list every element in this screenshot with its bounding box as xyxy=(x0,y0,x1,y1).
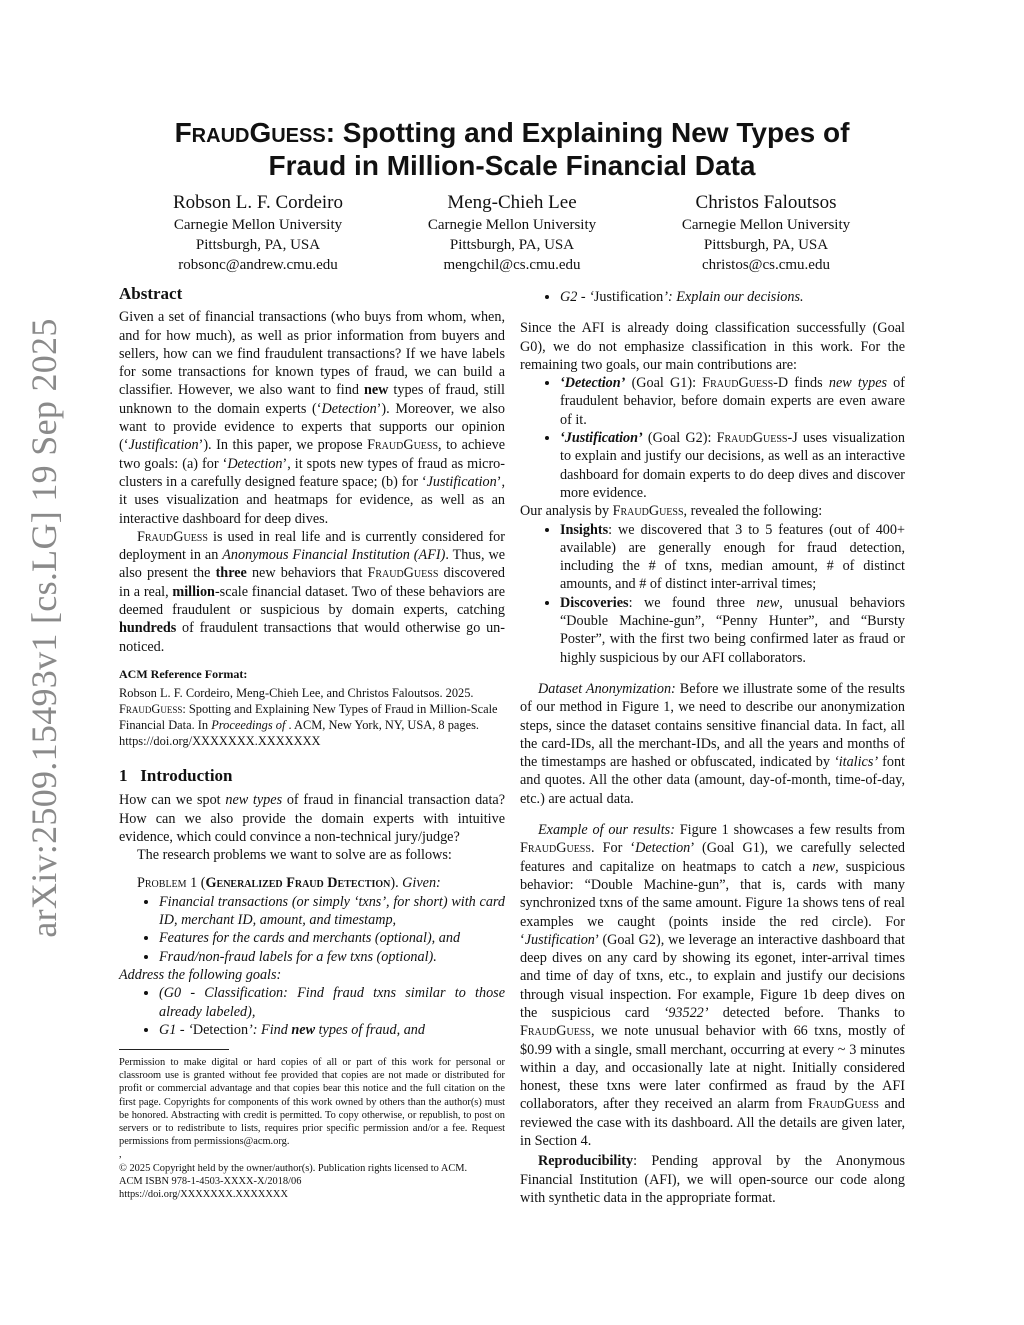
contributions-list xyxy=(520,374,905,502)
contributions-intro: Since the AFI is already doing classification successfully (Goal G0), we do not emphasize classification in this work. For the remaining two goals, our main contributions are: xyxy=(520,320,905,373)
author-email: christos@cs.cmu.edu xyxy=(702,257,830,273)
author-location: Pittsburgh, PA, USA xyxy=(703,237,829,253)
intro-paragraph-2: The research problems we want to solve are as follows: xyxy=(137,847,452,864)
list-item: • ‘Detection’ (Goal G1): FraudGuess-D finds new types of fraudulent behavior, before domain experts are even aware of it. xyxy=(560,374,905,429)
list-item: • (G0 - Classification: Find fraud txns similar to those already labeled), xyxy=(159,984,505,1021)
list-item: • Financial transactions (or simply ‘txns’, for short) with card ID, merchant ID, amount, and timestamp, xyxy=(159,893,505,930)
intro-paragraph-1: How can we spot new types of fraud in financial transaction data? How can we also provide the domain experts with intuitive evidence, which could convince a non-technical jury/judge? xyxy=(119,792,506,845)
left-column xyxy=(119,285,505,1039)
author-name: Christos Faloutsos xyxy=(695,192,837,213)
acm-reference-text: Robson L. F. Cordeiro, Meng-Chieh Lee, and Christos Faloutsos. 2025. FraudGuess: Spotting and Explaining New Types of Fraud in Million-Scale Financial Data. In Proceedings of . ACM, New York, NY, USA, 8 pages. https://doi.org/XXXXXXX.XXXXXXX xyxy=(119,685,498,748)
author-location: Pittsburgh, PA, USA xyxy=(449,237,575,253)
title-line2: Fraud in Million-Scale Financial Data xyxy=(268,150,756,181)
findings-list xyxy=(520,521,905,667)
author-block xyxy=(0,192,1024,272)
author-name: Meng-Chieh Lee xyxy=(447,192,577,213)
acm-reference xyxy=(119,666,505,749)
author-affiliation: Carnegie Mellon University xyxy=(681,217,851,233)
list-item: • G1 - ‘Detection’: Find new types of fraud, and xyxy=(159,1021,505,1039)
list-item: • Fraud/non-fraud labels for a few txns (optional). xyxy=(159,948,505,966)
analysis-intro: Our analysis by FraudGuess, revealed the following: xyxy=(520,503,823,520)
list-item: • Features for the cards and merchants (optional), and xyxy=(159,929,505,947)
author-3 xyxy=(636,192,896,275)
paper-title xyxy=(0,116,1024,182)
abstract-paragraph-2: FraudGuess is used in real life and is currently considered for deployment in an Anonymous Financial Institution (AFI). Thus, we also present the three new behaviors that FraudGuess discovered in a real, million-scale financial dataset. Two of these behaviors are deemed fraudulent or suspicious by domain experts, catching hundreds of fraudulent transactions that would otherwise go un-noticed. xyxy=(119,528,505,655)
address-goals: Address the following goals: xyxy=(119,966,282,983)
problem-statement: Problem 1 (Generalized Fraud Detection). Given: xyxy=(137,875,441,892)
footnote-divider xyxy=(119,1049,229,1050)
given-list xyxy=(119,893,505,966)
arxiv-identifier: arXiv:2509.15493v1 [cs.LG] 19 Sep 2025 xyxy=(24,318,64,938)
list-item: • Discoveries: we found three new, unusual behaviors “Double Machine-gun”, “Penny Hunter”, and “Bursty Poster”, with the first two being confirmed later as fraud or highly suspicious by our AFI collaborators. xyxy=(560,594,905,667)
author-1 xyxy=(128,192,388,275)
list-item: • G2 - ‘Justification’: Explain our decisions. xyxy=(560,288,905,306)
author-2 xyxy=(382,192,642,275)
isbn-line: ACM ISBN 978-1-4503-XXXX-X/2018/06 xyxy=(119,1175,302,1187)
permission-notice: Permission to make digital or hard copies of all or part of this work for personal or classroom use is granted without fee provided that copies are not made or distributed for profit or commercial advantage and that copies bear this notice and the full citation on the first page. Copyrights for components of this work owned by others than the author(s) must be honored. Abstracting with credit is permitted. To copy otherwise, or republish, to post on servers or to redistribute to lists, requires prior specific permission and/or a fee. Request permissions from permissions@acm.org. xyxy=(119,1057,505,1148)
author-affiliation: Carnegie Mellon University xyxy=(427,217,597,233)
author-email: robsonc@andrew.cmu.edu xyxy=(178,257,338,273)
introduction-heading: 1 Introduction xyxy=(119,765,233,785)
right-column xyxy=(520,288,905,1207)
acm-reference-heading: ACM Reference Format: xyxy=(119,666,248,681)
author-affiliation: Carnegie Mellon University xyxy=(173,217,343,233)
system-name: FraudGuess xyxy=(174,117,326,148)
title-line1: : Spotting and Explaining New Types of xyxy=(325,117,850,148)
author-name: Robson L. F. Cordeiro xyxy=(172,192,343,213)
copyright-line: © 2025 Copyright held by the owner/author(s). Publication rights licensed to ACM. xyxy=(119,1162,468,1174)
list-item: • ‘Justification’ (Goal G2): FraudGuess-J uses visualization to explain and justify our decisions, as well as an interactive dashboard for domain experts to do deep dives and discover more evidence. xyxy=(560,429,905,502)
footnote-separator: , xyxy=(119,1149,122,1161)
dataset-anonymization-paragraph: Dataset Anonymization: Before we illustrate some of the results of our method in Figure 1, we need to describe our anonymization steps, since the dataset contains sensitive financial data. In fact, all the card-IDs, all the merchant-IDs, and all the years and months of the timestamps are hashed or obfuscated, indicated by ‘italics’ font and quotes. All the other data (amount, day-of-month, time-of-day, etc.) are actual data. xyxy=(520,680,905,807)
abstract-paragraph-1: Given a set of financial transactions (who buys from whom, when, and for how much), as well as prior information from buyers and sellers, how can we find fraudulent transactions? If we have labels for some transactions for known types of fraud, we can build a classifier. However, we also want to find new types of fraud, still unknown to the domain experts (‘Detection’). Moreover, we also want to provide evidence to experts that supports our opinion (‘Justification’). In this paper, we propose FraudGuess, to achieve two goals: (a) for ‘Detection’, it spots new types of fraud as micro-clusters in a carefully designed feature space; (b) for ‘Justification’, it uses visualization and heatmaps for evidence, as well as an interactive dashboard for deep dives. xyxy=(119,309,506,527)
list-item: • Insights: we discovered that 3 to 5 features (out of 400+ available) are generally enough for fraud detection, including the # of txns, median amount, # of distinct amounts, and # of distinct inter-arrival times; xyxy=(560,521,905,594)
author-location: Pittsburgh, PA, USA xyxy=(195,237,321,253)
goal-list-continued xyxy=(520,288,905,306)
reproducibility-paragraph: Reproducibility: Pending approval by the Anonymous Financial Institution (AFI), we will open-source our code along with synthetic data in the appropriate format. xyxy=(520,1153,905,1206)
example-results-paragraph: Example of our results: Figure 1 showcases a few results from FraudGuess. For ‘Detection’ (Goal G1), we carefully selected features and capitalize on heatmaps to catch a new, suspicious behavior: “Double Machine-gun”, that is, cards with many synchronized txns of the same amount. Figure 1a shows tens of real examples we caught (points inside the red circle). For ‘Justification’ (Goal G2), we leverage an interactive dashboard that deep dives on any card by showing its egonet, inter-arrival times and time of day of txns, etc., to explain and justify our decisions through visual inspection. For example, Figure 1b deep dives on the suspicious card ‘93522’ detected before. Thanks to FraudGuess, we note unusual behavior with 66 txns, mostly of $0.99 with a single, small merchant, occurring at every ~ 3 minutes within a day, and occasionally late at night. Initially considered honest, these txns were later confirmed as fraud by the AFI collaborators, after they received an alarm from FraudGuess and reviewed the case with its dashboard. All the details are given later, in Section 4. xyxy=(520,822,905,1150)
goal-list xyxy=(119,984,505,1039)
doi-line: https://doi.org/XXXXXXX.XXXXXXX xyxy=(119,1189,288,1201)
abstract-heading: Abstract xyxy=(119,284,183,303)
author-email: mengchil@cs.cmu.edu xyxy=(443,257,581,273)
copyright-footnote xyxy=(119,1049,505,1201)
